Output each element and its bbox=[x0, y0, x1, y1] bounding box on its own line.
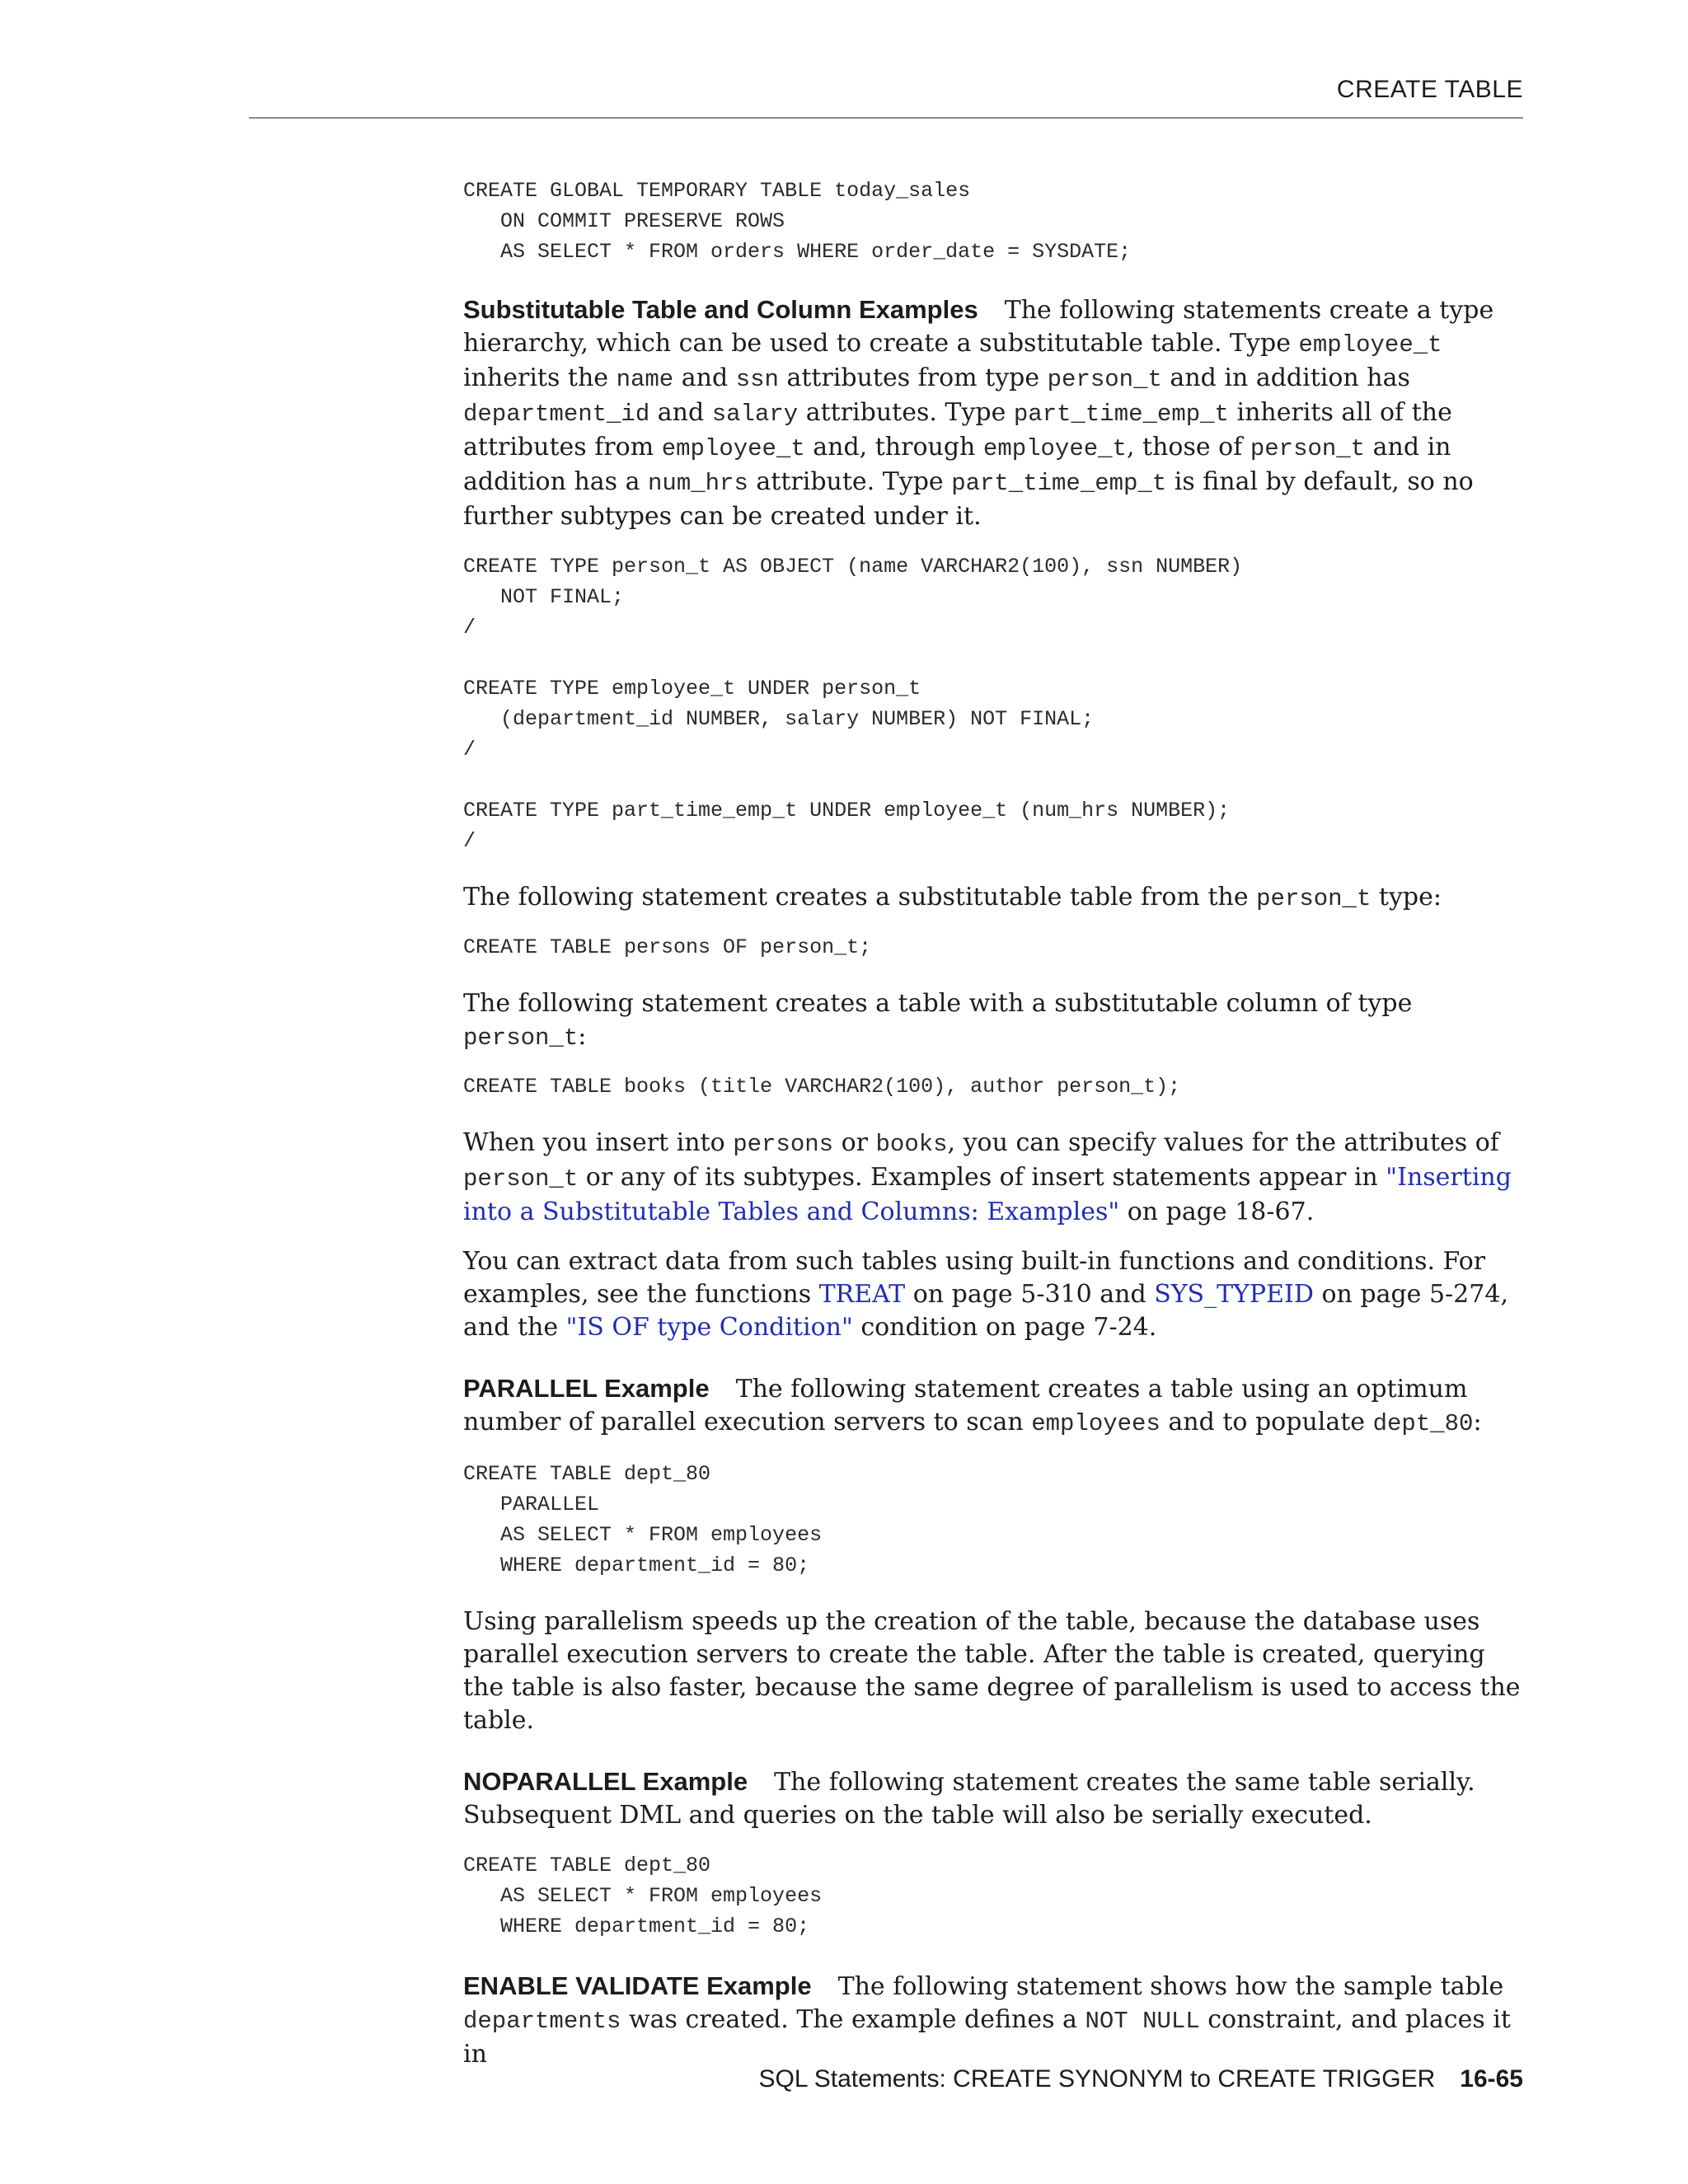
page-header bbox=[249, 71, 1523, 119]
enable-validate-heading: ENABLE VALIDATE Example bbox=[463, 1971, 812, 2000]
code-block-persons: CREATE TABLE persons OF person_t; bbox=[463, 935, 872, 959]
substitutable-paragraph: Substitutable Table and Column Examples The following statements create a type hierarchy, which can be used to create a substitutable table. Type employee_t inherits the name and ssn attributes from type person_t and in addition has department_id and salary attributes. Type part_time_emp_t inherits all of the attributes from employee_t and, through employee_t, those of person_t and in addition has a num_hrs attribute. Type part_time_emp_t is final by default, so no further subtypes can be created under it. bbox=[463, 295, 1494, 531]
parallel-explanation: Using parallelism speeds up the creation of the table, because the database uses parallel execution servers to create the table. After the table is created, querying the table is also faster, because the same degree of parallelism is used to access the table. bbox=[463, 1607, 1521, 1735]
noparallel-paragraph: NOPARALLEL Example The following statement creates the same table serially. Subsequent DML and queries on the table will also be serially executed. bbox=[463, 1767, 1475, 1830]
link-is-of-type-condition[interactable]: "IS OF type Condition" bbox=[565, 1313, 853, 1342]
link-sys-typeid[interactable]: SYS_TYPEID bbox=[1154, 1280, 1314, 1309]
page-number: 16-65 bbox=[1460, 2065, 1523, 2093]
persons-paragraph: The following statement creates a substitutable table from the person_t type: bbox=[463, 883, 1442, 912]
code-block-parallel: CREATE TABLE dept_80 PARALLEL AS SELECT * FROM employees WHERE department_id = 80; bbox=[463, 1462, 823, 1577]
substitutable-heading: Substitutable Table and Column Examples bbox=[463, 295, 978, 324]
parallel-heading: PARALLEL Example bbox=[463, 1374, 710, 1403]
link-inserting-substitutable[interactable]: "Inserting into a Substitutable Tables and Columns: Examples" bbox=[463, 1163, 1512, 1226]
page-footer bbox=[249, 2065, 1523, 2093]
noparallel-heading: NOPARALLEL Example bbox=[463, 1767, 748, 1796]
code-block-books: CREATE TABLE books (title VARCHAR2(100), author person_t); bbox=[463, 1075, 1181, 1099]
code-block-today-sales: CREATE GLOBAL TEMPORARY TABLE today_sales ON COMMIT PRESERVE ROWS AS SELECT * FROM orders WHERE order_date = SYSDATE; bbox=[463, 179, 1132, 264]
parallel-paragraph: PARALLEL Example The following statement creates a table using an optimum number of parallel execution servers to scan employees and to populate dept_80: bbox=[463, 1374, 1482, 1437]
extract-paragraph: You can extract data from such tables using built-in functions and conditions. For examples, see the functions TREAT on page 5-310 and SYS_TYPEID on page 5-274, and the "IS OF type Condition" condition on page 7-24. bbox=[463, 1247, 1508, 1342]
code-block-types: CREATE TYPE person_t AS OBJECT (name VARCHAR2(100), ssn NUMBER) NOT FINAL; / CREATE TYPE employee_t UNDER person_t (department_id NUMBER, salary NUMBER) NOT FINAL; / CREATE TYPE part_time_emp_t UNDER employee_t (num_hrs NUMBER); / bbox=[463, 555, 1243, 853]
page-content bbox=[463, 176, 1526, 2071]
enable-validate-paragraph: ENABLE VALIDATE Example The following statement shows how the sample table departments was created. The example defines a NOT NULL constraint, and places it in bbox=[463, 1971, 1511, 2069]
insert-paragraph: When you insert into persons or books, you can specify values for the attributes of person_t or any of its subtypes. Examples of insert statements appear in "Inserting into a Substitutable Tables and Columns: Examples" on page 18-67. bbox=[463, 1128, 1512, 1226]
books-paragraph: The following statement creates a table with a substitutable column of type person_t: bbox=[463, 989, 1413, 1052]
link-treat[interactable]: TREAT bbox=[818, 1280, 906, 1309]
header-title: CREATE TABLE bbox=[1336, 76, 1523, 103]
footer-title: SQL Statements: CREATE SYNONYM to CREATE TRIGGER bbox=[758, 2065, 1436, 2093]
code-block-noparallel: CREATE TABLE dept_80 AS SELECT * FROM employees WHERE department_id = 80; bbox=[463, 1854, 823, 1938]
